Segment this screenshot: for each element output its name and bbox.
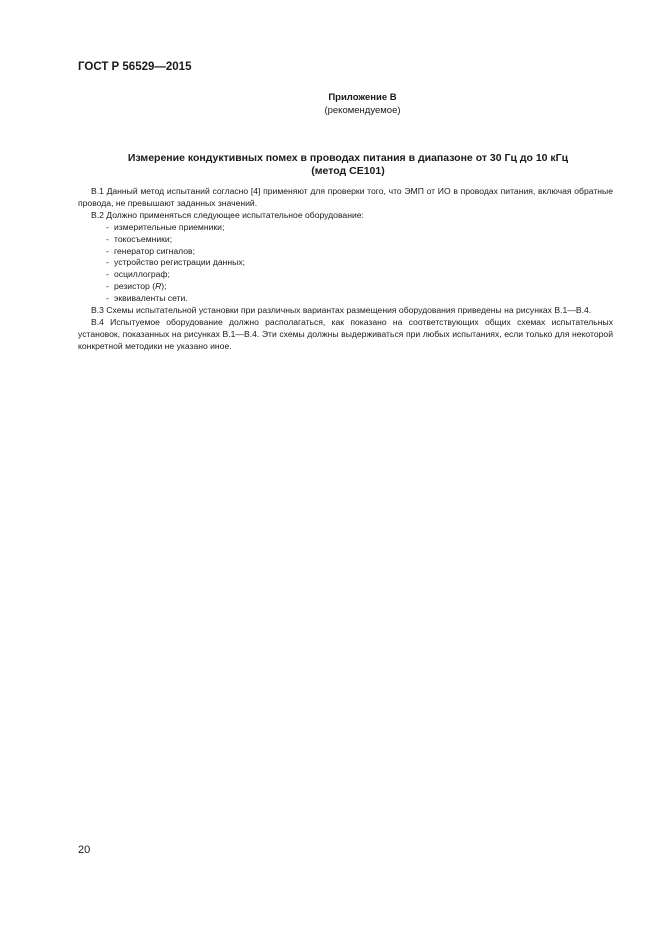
list-dash: -	[106, 269, 109, 280]
list-item	[78, 234, 613, 246]
list-dash: -	[106, 293, 109, 304]
list-item-text: измерительные приемники;	[114, 221, 225, 232]
list-item-text: токосъемники;	[114, 233, 173, 244]
list-item	[78, 257, 613, 269]
list-dash: -	[106, 245, 109, 256]
paragraph-b1: В.1 Данный метод испытаний согласно [4] применяют для проверки того, что ЭМП от ИО в проводах питания, включая обратные провода, не превышают заданных значений.	[78, 186, 613, 208]
paragraph-b3: В.3 Схемы испытательной установки при различных вариантах размещения оборудования приведены на рисунках В.1—В.4.	[91, 305, 592, 316]
section-title	[88, 152, 608, 178]
list-dash: -	[106, 221, 109, 232]
list-item	[78, 246, 613, 258]
list-item	[78, 281, 613, 293]
list-dash: -	[106, 233, 109, 244]
list-item-text	[106, 281, 167, 291]
list-item-text: осциллограф;	[114, 269, 170, 280]
list-item-text: генератор сигналов;	[114, 245, 196, 256]
equipment-list	[78, 222, 613, 305]
resistor-label: резистор (	[114, 281, 156, 292]
list-item	[78, 222, 613, 234]
paragraph-b2: В.2 Должно применяться следующее испытательное оборудование:	[91, 209, 364, 220]
document-header: ГОСТ Р 56529—2015	[78, 61, 192, 73]
list-item-text: устройство регистрации данных;	[114, 257, 246, 268]
list-dash: -	[106, 257, 109, 268]
list-dash: -	[106, 281, 109, 292]
appendix-status: (рекомендуемое)	[324, 105, 401, 116]
resistor-end: );	[161, 281, 167, 292]
page-number: 20	[78, 844, 91, 856]
paragraph-b4: В.4 Испытуемое оборудование должно располагаться, как показано на соответствующих общих схемах испытательных установок, показанных на рисунках В.1—В.4. Эти схемы должны выдерживаться при любых испытаниях, если только для некоторой конкретной методики не указано иное.	[78, 316, 613, 351]
list-item	[78, 293, 613, 305]
section-title-line1: Измерение кондуктивных помех в проводах питания в диапазоне от 30 Гц до 10 кГц	[127, 152, 569, 164]
resistor-symbol: R	[155, 281, 162, 292]
list-item-text: эквиваленты сети.	[114, 293, 188, 304]
section-title-line2: (метод СЕ101)	[311, 165, 385, 177]
list-item	[78, 269, 613, 281]
appendix-title: Приложение В	[328, 92, 397, 103]
document-body	[78, 186, 613, 353]
